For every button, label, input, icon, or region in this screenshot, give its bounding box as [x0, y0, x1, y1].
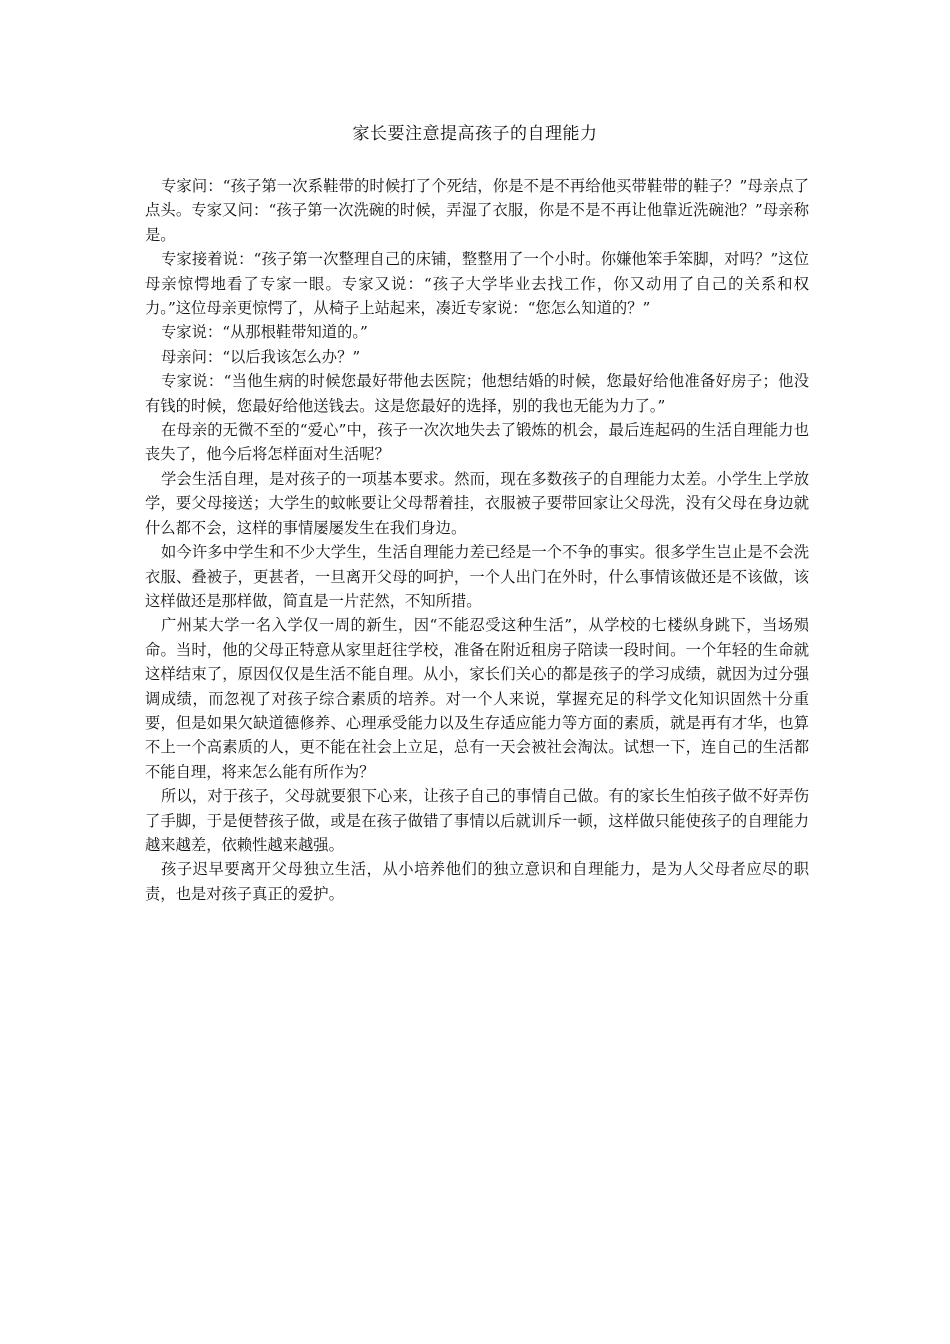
paragraph-6: 在母亲的无微不至的“爱心”中，孩子一次次地失去了锻炼的机会，最后连起码的生活自理能力也丧失了，他今后将怎样面对生活呢？: [145, 421, 809, 464]
paragraph-2: 专家接着说：“孩子第一次整理自己的床铺，整整用了一个小时。你嫌他笨手笨脚，对吗？”这位母亲惊愕地看了专家一眼。专家又说：“孩子大学毕业去找工作，你又动用了自己的关系和权力。”这位母亲更惊愕了，从椅子上站起来，凑近专家说：“您怎么知道的？”: [145, 250, 809, 318]
document-body: [145, 174, 809, 906]
paragraph-5: 专家说：“当他生病的时候您最好带他去医院；他想结婚的时候，您最好给他准备好房子；他没有钱的时候，您最好给他送钱去。这是您最好的选择，别的我也无能为力了。”: [145, 372, 809, 415]
paragraph-8: 如今许多中学生和不少大学生，生活自理能力差已经是一个不争的事实。很多学生岂止是不会洗衣服、叠被子，更甚者，一旦离开父母的呵护，一个人出门在外时，什么事情该做还是不该做，该这样做还是那样做，简直是一片茫然，不知所措。: [145, 543, 809, 610]
paragraph-1: 专家问：“孩子第一次系鞋带的时候打了个死结，你是不是不再给他买带鞋带的鞋子？”母亲点了点头。专家又问：“孩子第一次洗碗的时候，弄湿了衣服，你是不是不再让他靠近洗碗池？”母亲称是。: [145, 177, 809, 244]
paragraph-7: 学会生活自理，是对孩子的一项基本要求。然而，现在多数孩子的自理能力太差。小学生上学放学，要父母接送；大学生的蚊帐要让父母帮着挂，衣服被子要带回家让父母洗，没有父母在身边就什么都不会，这样的事情屡屡发生在我们身边。: [145, 469, 809, 537]
paragraph-10: 所以，对于孩子，父母就要狠下心来，让孩子自己的事情自己做。有的家长生怕孩子做不好弄伤了手脚，于是便替孩子做，或是在孩子做错了事情以后就训斥一顿，这样做只能使孩子的自理能力越来越差，依赖性越来越强。: [145, 787, 809, 854]
paragraph-4: 母亲问：“以后我该怎么办？”: [161, 347, 361, 366]
paragraph-11: 孩子迟早要离开父母独立生活，从小培养他们的独立意识和自理能力，是为人父母者应尽的职责，也是对孩子真正的爱护。: [145, 860, 809, 903]
document-title: 家长要注意提高孩子的自理能力: [352, 124, 598, 144]
paragraph-9: 广州某大学一名入学仅一周的新生，因“不能忍受这种生活”，从学校的七楼纵身跳下，当场殒命。当时，他的父母正特意从家里赶往学校，准备在附近租房子陪读一段时间。一个年轻的生命就这样结束了，原因仅仅是生活不能自理。从小，家长们关心的都是孩子的学习成绩，就因为过分强调成绩，而忽视了对孩子综合素质的培养。对一个人来说，掌握充足的科学文化知识固然十分重要，但是如果欠缺道德修养、心理承受能力以及生存适应能力等方面的素质，就是再有才华，也算不上一个高素质的人，更不能在社会上立足，总有一天会被社会淘汰。试想一下，连自己的生活都不能自理，将来怎么能有所作为？: [145, 616, 809, 781]
paragraph-3: 专家说：“从那根鞋带知道的。”: [161, 323, 368, 342]
